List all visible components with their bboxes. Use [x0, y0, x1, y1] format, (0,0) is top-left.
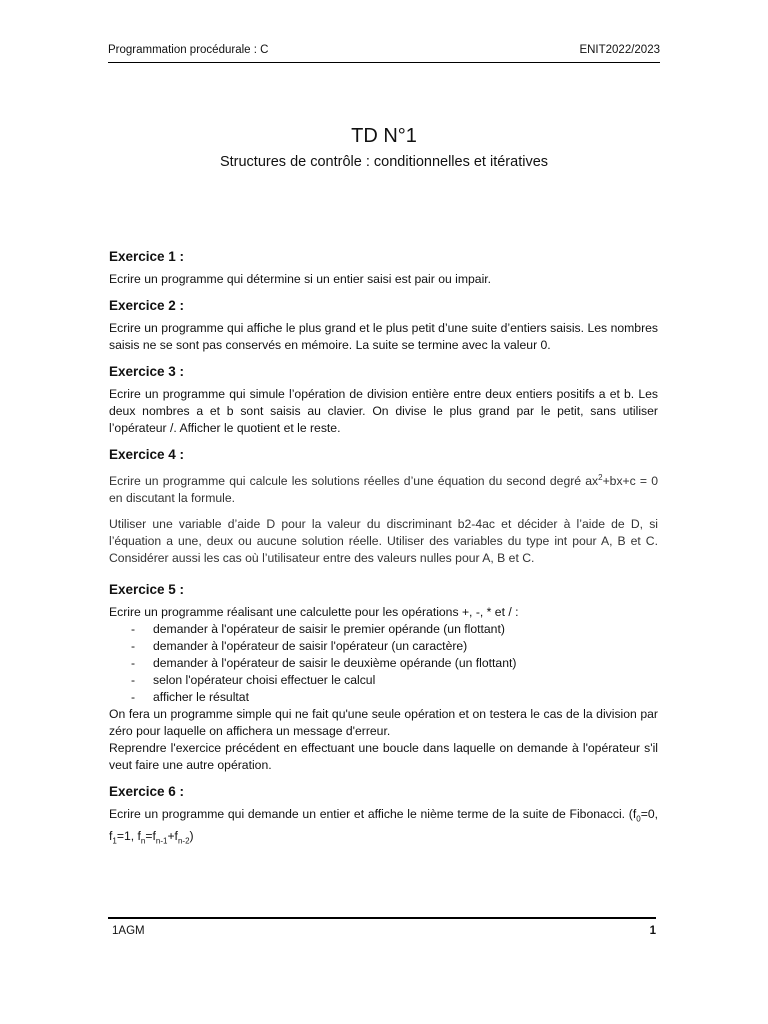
- document-subtitle: Structures de contrôle : conditionnelles et itératives: [219, 154, 549, 170]
- list-item-text: selon l'opérateur choisi effectuer le calcul: [153, 673, 376, 688]
- exercise-text: Ecrire un programme réalisant une calculette pour les opérations +, -, * et / :: [109, 605, 519, 620]
- exercise-4: [109, 446, 658, 567]
- subscript: n: [140, 835, 146, 845]
- page-footer: [108, 917, 656, 937]
- list-item-text: demander à l'opérateur de saisir le deuxième opérande (un flottant): [153, 656, 517, 671]
- list-item-text: afficher le résultat: [153, 690, 249, 705]
- document-body: [109, 248, 658, 858]
- exercise-text: On fera un programme simple qui ne fait qu'une seule opération et on testera le cas de la division par zéro pour laquelle on affichera un message d'erreur.: [109, 707, 658, 739]
- exercise-text: Ecrire un programme qui détermine si un entier saisi est pair ou impair.: [109, 272, 492, 286]
- text-part: ): [189, 828, 194, 843]
- list-item: [109, 689, 658, 706]
- superscript: 2: [598, 473, 603, 482]
- exercise-title: Exercice 4 :: [109, 447, 185, 462]
- subscript: 1: [112, 835, 117, 845]
- dash-bullet: -: [131, 656, 136, 671]
- exercise-text: Ecrire un programme qui simule l’opération de division entière entre deux entiers positifs a et b. Les deux nombres a et b sont saisis au clavier. On divise le plus grand par le petit, sans utiliser l’opérateur /. Afficher le quotient et le reste.: [109, 387, 658, 435]
- exercise-text: Reprendre l'exercice précédent en effectuant une boucle dans laquelle on demande à l'opérateur s'il veut faire une autre opération.: [109, 741, 658, 773]
- text-part: =1, f: [116, 828, 141, 843]
- list-item-text: demander à l'opérateur de saisir le premier opérande (un flottant): [153, 622, 505, 637]
- list-item-text: demander à l'opérateur de saisir l'opérateur (un caractère): [153, 639, 468, 654]
- exercise-title: Exercice 2 :: [109, 298, 185, 313]
- text-part: +bx+c = 0 en discutant la formule.: [109, 474, 658, 506]
- subscript: 0: [636, 814, 641, 824]
- exercise-text: [109, 806, 658, 849]
- footer-class: 1AGM: [112, 925, 145, 937]
- exercise-2: [109, 297, 658, 354]
- subscript: n-1: [155, 835, 168, 845]
- page-header: [108, 44, 660, 63]
- dash-bullet: -: [131, 639, 136, 654]
- list-item: [109, 655, 658, 672]
- exercise-title: Exercice 6 :: [109, 784, 185, 800]
- dash-bullet: -: [131, 690, 136, 705]
- text-part: Ecrire un programme qui calcule les solutions réelles d’une équation du second degré ax: [109, 474, 599, 489]
- page-number: 1: [649, 925, 656, 937]
- text-part: +f: [167, 828, 178, 843]
- dash-bullet: -: [131, 622, 136, 637]
- document-title: TD N°1: [351, 125, 417, 147]
- exercise-6: [109, 783, 658, 849]
- list-item: [109, 672, 658, 689]
- exercise-3: [109, 363, 658, 437]
- exercise-title: Exercice 5 :: [109, 582, 185, 598]
- dash-bullet: -: [131, 673, 136, 688]
- exercise-5: [109, 581, 658, 774]
- list-item: [109, 621, 658, 638]
- exercise-title: Exercice 1 :: [109, 249, 185, 264]
- text-part: =f: [145, 828, 156, 843]
- header-school-year: ENIT2022/2023: [579, 44, 660, 56]
- header-course: Programmation procédurale : C: [108, 44, 269, 56]
- exercise-text: Utiliser une variable d’aide D pour la valeur du discriminant b2-4ac et décider à l’aide de D, si l’équation a une, deux ou aucune solution réelle. Utiliser des variables du type int pour A, B et C. Considérer aussi les cas où l’utilisateur entre des valeurs nulles pour A, B et C.: [109, 517, 658, 566]
- exercise-title: Exercice 3 :: [109, 364, 185, 379]
- exercise-text: [109, 469, 658, 507]
- exercise-1: [109, 248, 658, 288]
- text-part: Ecrire un programme qui demande un entier et affiche le nième terme de la suite de Fibonacci. (f: [109, 807, 637, 822]
- exercise-text: Ecrire un programme qui affiche le plus grand et le plus petit d’une suite d’entiers saisis. Les nombres saisis ne se sont pas conservés en mémoire. La suite se termine avec la valeur 0.: [109, 321, 658, 352]
- list-item: [109, 638, 658, 655]
- text-part: =0, f: [109, 807, 658, 843]
- step-list: [109, 621, 658, 706]
- subscript: n-2: [177, 835, 190, 845]
